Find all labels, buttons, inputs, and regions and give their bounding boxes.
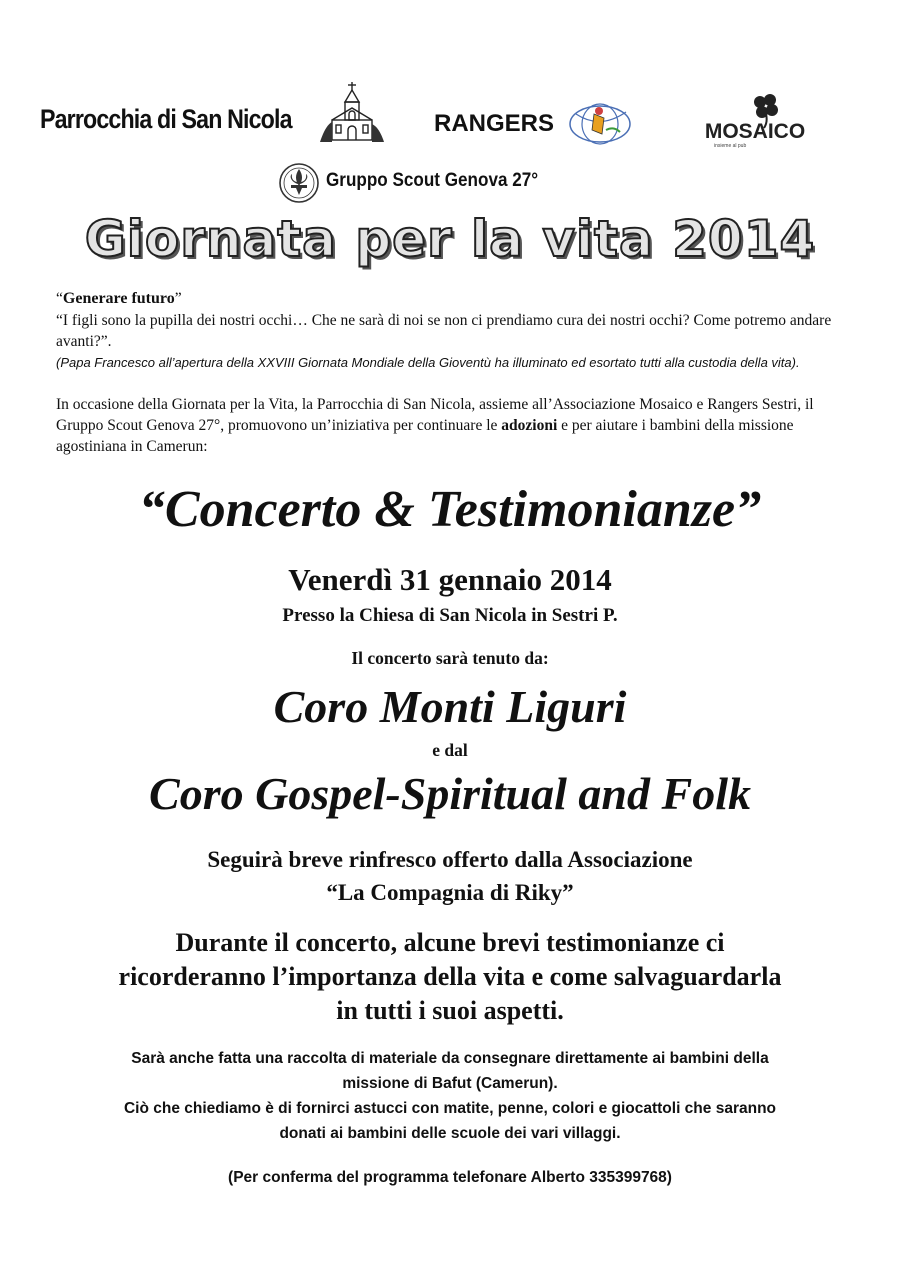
rangers-name: RANGERS — [434, 110, 555, 137]
mosaico-clover-logo — [686, 94, 824, 150]
choir-name-1: Coro Monti Liguri — [273, 681, 627, 732]
scout-group-name: Gruppo Scout Genova 27° — [326, 170, 539, 191]
contact-note: (Per conferma del programma telefonare Alberto 335399768) — [228, 1169, 672, 1186]
event-title: “Concerto & Testimonianze” — [138, 481, 762, 538]
concert-by-label: Il concerto sarà tenuto da: — [351, 648, 549, 668]
event-place: Presso la Chiesa di San Nicola in Sestri P. — [282, 605, 618, 626]
testimony-note: Durante il concerto, alcune brevi testimonianze ci ricorderanno l’importanza della vita e come salvaguardarla in tutti i suoi aspetti. — [118, 928, 782, 1025]
adozioni-emphasis: adozioni — [501, 417, 558, 434]
quote-title: Generare futuro — [62, 290, 175, 307]
quote-heading: “Generare futuro” — [56, 290, 182, 307]
refreshment-note: Seguirà breve rinfresco offerto dalla Associazione “La Compagnia di Riky” — [207, 847, 693, 905]
parrocchia-name: Parrocchia di San Nicola — [40, 104, 292, 134]
collection-note: Sarà anche fatta una raccolta di materiale da consegnare direttamente ai bambini della missione di Bafut (Camerun). Ciò che chiediamo è di fornirci astucci con matite, penne, colori e giocattoli che saranno donati ai bambini delle scuole dei vari villaggi. — [123, 1050, 776, 1142]
mosaico-wordmark: MOSAICO — [704, 120, 806, 143]
intro-paragraph: In occasione della Giornata per la Vita, la Parrocchia di San Nicola, assieme all’Associazione Mosaico e Rangers Sestri, il Gruppo Scout Genova 27°, promuovono un’iniziativa per continuare le adozioni e per aiutare i bambini della missione agostiniana in Camerun: — [56, 396, 814, 455]
event-date: Venerdì 31 gennaio 2014 — [288, 562, 612, 597]
rangers-globe-icon — [566, 100, 634, 148]
quote-text: “I figli sono la pupilla dei nostri occhi… Che ne sarà di noi se non ci prendiamo cura dei nostri occhi? Come potremo andare avanti?”. — [56, 312, 832, 350]
quote-attribution: (Papa Francesco all’apertura della XXVIII Giornata Mondiale della Gioventù ha illuminato ed esortato tutti alla custodia della vita). — [56, 355, 800, 370]
svg-text:insieme al pub: insieme al pub — [714, 143, 747, 149]
scout-fleur-de-lis-icon — [278, 162, 320, 204]
choir-name-2: Coro Gospel-Spiritual and Folk — [149, 768, 751, 819]
and-from-label: e dal — [432, 740, 468, 760]
page-title: Giornata per la vita 2014 — [84, 210, 816, 268]
church-icon — [318, 80, 386, 144]
